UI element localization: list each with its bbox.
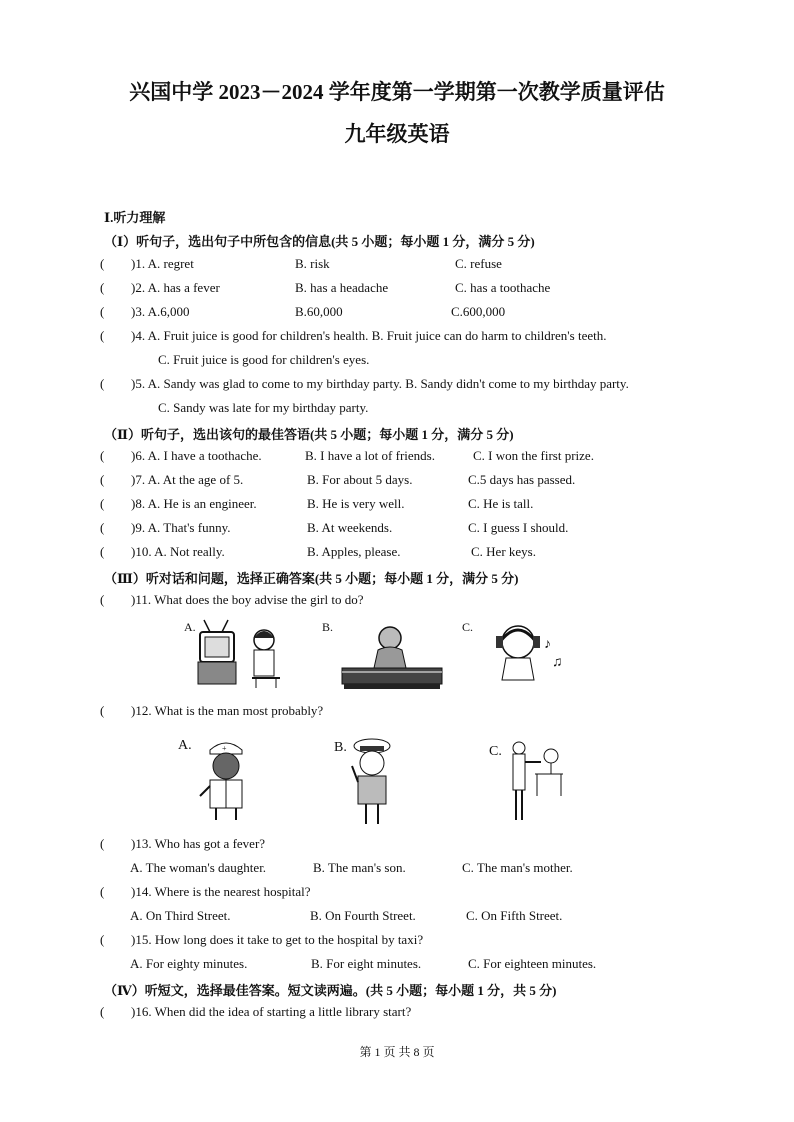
page-title: 兴国中学 2023－2024 学年度第一学期第一次教学质量评估 (129, 80, 665, 104)
q3-option-a: )3. A.6,000 (131, 304, 190, 319)
q11-text: )11. What does the boy advise the girl to do? (131, 592, 364, 607)
answer-blank[interactable]: ( (100, 1004, 105, 1019)
answer-blank[interactable]: ( (100, 376, 105, 391)
q4-option-c: C. Fruit juice is good for children's eyes. (158, 352, 370, 367)
part4-heading: （Ⅳ）听短文，选择最佳答案。短文读两遍。(共 5 小题；每小题 1 分，共 5 分) (104, 983, 557, 998)
svg-text:♪: ♪ (544, 637, 551, 652)
answer-blank[interactable]: ( (100, 932, 105, 947)
q12-label-c: C. (489, 744, 502, 759)
q1-option-a: )1. A. regret (131, 256, 194, 271)
page-subtitle: 九年级英语 (344, 122, 450, 146)
answer-blank[interactable]: ( (100, 472, 105, 487)
q8-option-b: B. He is very well. (307, 496, 405, 511)
part1-heading: （Ⅰ）听句子，选出句子中所包含的信息(共 5 小题；每小题 1 分，满分 5 分) (104, 234, 535, 249)
q8-option-a: )8. A. He is an engineer. (131, 496, 257, 511)
q2-option-b: B. has a headache (295, 280, 389, 295)
answer-blank[interactable]: ( (100, 448, 105, 463)
q2-option-a: )2. A. has a fever (131, 280, 220, 295)
svg-text:♫: ♫ (552, 655, 563, 670)
q10-option-a: )10. A. Not really. (131, 544, 225, 559)
q4-options-ab: )4. A. Fruit juice is good for children's health. B. Fruit juice can do harm to children's teeth. (131, 328, 607, 343)
q2-option-c: C. has a toothache (455, 280, 551, 295)
q5-options-ab: )5. A. Sandy was glad to come to my birthday party. B. Sandy didn't come to my birthday party. (131, 376, 629, 391)
q7-option-c: C.5 days has passed. (468, 472, 576, 487)
q6-option-a: )6. A. I have a toothache. (131, 448, 262, 463)
q11-label-c: C. (462, 620, 474, 634)
q15-option-b: B. For eight minutes. (311, 956, 422, 971)
answer-blank[interactable]: ( (100, 703, 105, 718)
music-listening-picture[interactable] (484, 618, 568, 690)
answer-blank[interactable]: ( (100, 304, 105, 319)
answer-blank[interactable]: ( (100, 592, 105, 607)
police-officer-picture[interactable] (344, 736, 400, 828)
q15-text: )15. How long does it take to get to the hospital by taxi? (131, 932, 424, 947)
tv-watching-picture[interactable] (196, 618, 288, 690)
q10-option-c: C. Her keys. (471, 544, 536, 559)
q13-option-b: B. The man's son. (313, 860, 406, 875)
q5-option-c: C. Sandy was late for my birthday party. (158, 400, 369, 415)
q13-option-a: A. The woman's daughter. (130, 860, 267, 875)
q6-option-b: B. I have a lot of friends. (305, 448, 435, 463)
q8-option-c: C. He is tall. (468, 496, 534, 511)
section-heading: Ⅰ.听力理解 (104, 210, 166, 225)
answer-blank[interactable]: ( (100, 544, 105, 559)
q6-option-c: C. I won the first prize. (473, 448, 594, 463)
answer-blank[interactable]: ( (100, 328, 105, 343)
q1-option-c: C. refuse (455, 256, 502, 271)
q11-label-b: B. (322, 620, 334, 634)
q9-option-b: B. At weekends. (307, 520, 393, 535)
q15-option-a: A. For eighty minutes. (130, 956, 248, 971)
answer-blank[interactable]: ( (100, 496, 105, 511)
q11-label-a: A. (184, 620, 196, 634)
answer-blank[interactable]: ( (100, 256, 105, 271)
q10-option-b: B. Apples, please. (307, 544, 401, 559)
q9-option-c: C. I guess I should. (468, 520, 569, 535)
q12-label-b: B. (334, 740, 347, 755)
answer-blank[interactable]: ( (100, 884, 105, 899)
q13-text: )13. Who has got a fever? (131, 836, 266, 851)
part2-heading: （Ⅱ）听句子，选出该句的最佳答语(共 5 小题；每小题 1 分，满分 5 分) (104, 427, 514, 442)
answer-blank[interactable]: ( (100, 280, 105, 295)
q12-label-a: A. (178, 738, 192, 753)
q7-option-a: )7. A. At the age of 5. (131, 472, 244, 487)
q7-option-b: B. For about 5 days. (307, 472, 413, 487)
answer-blank[interactable]: ( (100, 836, 105, 851)
svg-text:+: + (222, 744, 227, 753)
q16-text: )16. When did the idea of starting a little library start? (131, 1004, 412, 1019)
q1-option-b: B. risk (295, 256, 330, 271)
piano-playing-picture[interactable] (338, 620, 448, 692)
q3-option-b: B.60,000 (295, 304, 343, 319)
q3-option-c: C.600,000 (451, 304, 506, 319)
answer-blank[interactable]: ( (100, 520, 105, 535)
page-footer: 第 1 页 共 8 页 (359, 1045, 435, 1059)
part3-heading: （Ⅲ）听对话和问题，选择正确答案(共 5 小题；每小题 1 分，满分 5 分) (104, 571, 519, 586)
scientist-picture[interactable] (505, 740, 565, 828)
q14-option-c: C. On Fifth Street. (466, 908, 563, 923)
q13-option-c: C. The man's mother. (462, 860, 573, 875)
q12-text: )12. What is the man most probably? (131, 703, 324, 718)
doctor-picture[interactable] (196, 736, 256, 824)
q15-option-c: C. For eighteen minutes. (468, 956, 597, 971)
q14-option-a: A. On Third Street. (130, 908, 231, 923)
q14-text: )14. Where is the nearest hospital? (131, 884, 311, 899)
q9-option-a: )9. A. That's funny. (131, 520, 231, 535)
q14-option-b: B. On Fourth Street. (310, 908, 416, 923)
